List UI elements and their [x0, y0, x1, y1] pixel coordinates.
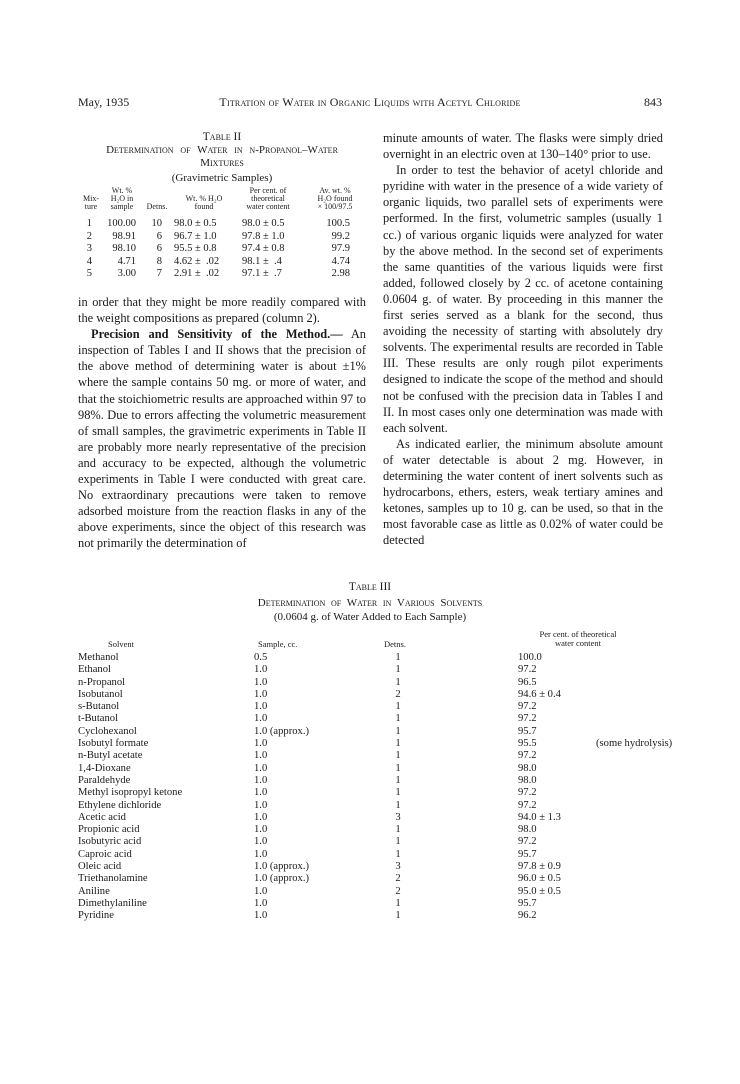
cell-sample: 1.0	[254, 738, 268, 750]
cell-percent: 97.4 ± 0.8	[242, 243, 285, 254]
cell-wt-percent: 100.00	[107, 218, 136, 229]
cell-sample: 1.0	[254, 664, 268, 676]
cell-solvent: Methyl isopropyl ketone	[78, 787, 183, 799]
paragraph-flasks: minute amounts of water. The flasks were simply dried overnight in an electric oven at 130–140° prior to use.	[383, 131, 663, 162]
cell-detns: 2	[395, 873, 401, 885]
table-row	[78, 652, 678, 664]
table-row	[78, 664, 678, 676]
cell-sample: 1.0	[254, 824, 268, 836]
paragraph-continuation: in order that they might be more readily compared with the weight compositions as prepared (column 2).	[78, 295, 366, 326]
col-wt-header-line: H₂O in	[110, 194, 134, 203]
cell-sample: 1.0	[254, 701, 268, 713]
cell-percent: 95.7	[518, 897, 537, 909]
cell-sample: 0.5	[254, 652, 268, 663]
cell-solvent: Oleic acid	[78, 861, 122, 873]
cell-percent: 98.1 ± .4	[242, 255, 282, 267]
cell-detns: 1	[395, 910, 401, 922]
cell-detns: 8	[156, 255, 162, 267]
cell-detns: 10	[151, 218, 162, 229]
cell-found: 95.5 ± 0.8	[174, 243, 217, 254]
table-row	[78, 713, 678, 725]
cell-percent: 97.2	[518, 750, 537, 762]
cell-detns: 2	[395, 688, 401, 700]
cell-percent: 96.5	[518, 676, 537, 688]
cell-av-wt: 100.5	[326, 218, 350, 229]
cell-solvent: n-Propanol	[78, 676, 126, 688]
table-row	[78, 787, 678, 799]
cell-solvent: Propionic acid	[78, 824, 140, 836]
cell-percent: 95.7	[518, 725, 537, 737]
table-row	[78, 268, 366, 281]
table-row	[78, 812, 678, 824]
cell-detns: 1	[395, 824, 401, 836]
col-avwt-header-line: × 100/97.5	[317, 202, 353, 211]
cell-solvent: Paraldehyde	[78, 774, 131, 786]
table-2	[78, 130, 366, 281]
table-row	[78, 898, 678, 910]
paragraph-precision-body: An inspection of Tables I and II shows that the precision of the above method of determining water is about ±1% where the sample contains 50 mg. or more of water, and that the stoichiometric results are approached within 97 to 98%. Due to errors affecting the volumetric measurement of small samples, the gravimetric experiments in Table II are probably more nearly representative of the precision and accuracy to be expected, although the volumetric experiments in Table I were conducted with great care. No extraordinary precautions were taken to remove adsorbed moisture from the reaction flasks in any of the above experiments, since the object of this research was not primarily the determination of	[78, 327, 366, 551]
table-row	[78, 763, 678, 775]
table-row	[78, 701, 678, 713]
paragraph-minimum-water: As indicated earlier, the minimum absolute amount of water detectable is about 2 mg. However, in determining the water content of inert solvents such as hydrocarbons, ethers, esters, weak tertiary amines and ketones, samples up to 10 g. can be used, so that in the most favorable case as little as 0.02% of water could be detected	[383, 436, 663, 548]
cell-percent: 95.7	[518, 848, 537, 860]
paragraph-experiments: In order to test the behavior of acetyl chloride and pyridine with water in the presence of a wide variety of organic liquids, two parallel sets of experiments were performed. In the first, volumetric samples (usually 1 cc.) of various organic liquids were analyzed for water by the above method. In the second set of experiments the same quantities of the various liquids were first added, followed closely by 2 cc. of acetone containing 0.0604 g. of water. By proceeding in this manner the first series served as a blank for the second, thus avoiding the necessity of starting with absolutely dry solvents. The experimental results are recorded in Table III. These results are only rough pilot experiments designed to indicate the scope of the method and should not be confused with the precision data in Tables I and II. In most cases only one determination was made with each solvent.	[383, 163, 663, 435]
col-wt-header-line: Wt. %	[111, 186, 133, 195]
cell-percent: 97.2	[518, 799, 537, 811]
cell-sample: 1.0	[254, 713, 268, 725]
cell-sample: 1.0 (approx.)	[254, 725, 310, 737]
cell-percent: 95.5	[518, 738, 537, 750]
cell-wt-percent: 3.00	[117, 268, 136, 279]
col-percent-header-line: water content	[554, 638, 602, 648]
col-detns-header: Detns.	[146, 202, 168, 211]
table-3-label: Table III	[348, 581, 392, 593]
cell-percent: 97.2	[518, 713, 537, 725]
cell-sample: 1.0	[254, 910, 268, 922]
cell-sample: 1.0	[254, 774, 268, 786]
table-row	[78, 750, 678, 762]
cell-detns: 6	[156, 230, 162, 242]
cell-solvent: Methanol	[78, 652, 119, 663]
table-row	[78, 861, 678, 873]
cell-sample: 1.0	[254, 762, 268, 774]
cell-detns: 1	[395, 676, 401, 688]
cell-percent: 97.2	[518, 664, 537, 676]
cell-percent: 96.0 ± 0.5	[518, 873, 561, 885]
cell-solvent: Cyclohexanol	[78, 725, 137, 737]
cell-percent: 97.1 ± .7	[242, 268, 282, 279]
cell-percent: 94.6 ± 0.4	[518, 688, 561, 700]
col-avwt-header-line: Av. wt. %	[319, 186, 351, 195]
cell-percent: 96.2	[518, 910, 537, 922]
cell-detns: 2	[395, 885, 401, 897]
table-row	[78, 873, 678, 885]
running-header	[78, 95, 662, 111]
cell-wt-percent: 4.71	[117, 255, 136, 267]
cell-found: 4.62 ± .02	[174, 255, 220, 267]
cell-detns: 6	[156, 243, 162, 254]
table-row	[78, 689, 678, 701]
col-percent-header-line: Per cent. of	[249, 186, 287, 195]
table-row	[78, 726, 678, 738]
cell-av-wt: 99.2	[331, 230, 350, 242]
table-row	[78, 849, 678, 861]
table-row	[78, 910, 678, 922]
cell-detns: 1	[395, 750, 401, 762]
cell-percent: 98.0	[518, 824, 537, 836]
col-wt-header-line: sample	[110, 202, 134, 211]
cell-percent: 97.8 ± 0.9	[518, 861, 561, 873]
cell-solvent: Ethanol	[78, 664, 111, 676]
cell-solvent: Pyridine	[78, 910, 114, 922]
cell-percent: 94.0 ± 1.3	[518, 811, 561, 823]
cell-wt-percent: 98.10	[112, 243, 136, 254]
cell-solvent: 1,4-Dioxane	[78, 762, 131, 774]
table-row	[78, 243, 366, 256]
cell-found: 98.0 ± 0.5	[174, 218, 217, 229]
cell-detns: 1	[395, 652, 401, 663]
col-found-header	[176, 195, 232, 211]
cell-detns: 1	[395, 787, 401, 799]
cell-detns: 1	[395, 848, 401, 860]
cell-mixture: 1	[86, 218, 92, 229]
col-detns-header: Detns.	[384, 639, 406, 649]
table-2-body	[78, 218, 366, 281]
cell-percent: 98.0	[518, 774, 537, 786]
table-2-header	[78, 185, 366, 218]
cell-av-wt: 2.98	[331, 268, 350, 279]
cell-solvent: Isobutyric acid	[78, 836, 142, 848]
col-percent-header	[236, 187, 300, 211]
cell-sample: 1.0	[254, 799, 268, 811]
cell-mixture: 4	[86, 255, 92, 267]
cell-detns: 7	[156, 268, 162, 279]
col-avwt-header	[304, 187, 366, 211]
col-found-header-line: Wt. % H₂O	[185, 194, 223, 203]
table-2-label: Table II	[202, 131, 242, 143]
col-mixture-header	[78, 195, 104, 211]
cell-sample: 1.0	[254, 885, 268, 897]
cell-solvent: Aniline	[78, 885, 110, 897]
right-column-text	[383, 130, 663, 548]
cell-solvent: t-Butanol	[78, 713, 119, 725]
table-row	[78, 836, 678, 848]
section-heading-precision: Precision and Sensitivity of the Method.—	[91, 327, 343, 342]
cell-solvent: n-Butyl acetate	[78, 750, 143, 762]
cell-detns: 1	[395, 762, 401, 774]
col-found-header-line: found	[194, 202, 214, 211]
cell-sample: 1.0	[254, 836, 268, 848]
left-column-text	[78, 294, 366, 552]
cell-av-wt: 97.9	[331, 243, 350, 254]
table-row	[78, 824, 678, 836]
cell-detns: 1	[395, 725, 401, 737]
table-row	[78, 677, 678, 689]
table-row	[78, 256, 366, 269]
cell-detns: 1	[395, 664, 401, 676]
cell-percent: 98.0 ± 0.5	[242, 218, 285, 229]
col-avwt-header-line: H₂O found	[317, 194, 353, 203]
cell-detns: 1	[395, 738, 401, 750]
cell-mixture: 5	[86, 268, 92, 279]
cell-solvent: Ethylene dichloride	[78, 799, 162, 811]
cell-solvent: Triethanolamine	[78, 873, 148, 885]
table-3-title: Determination of Water in Various Solvents	[257, 597, 483, 609]
cell-percent: 95.0 ± 0.5	[518, 885, 561, 897]
cell-sample: 1.0	[254, 676, 268, 688]
cell-detns: 1	[395, 799, 401, 811]
table-row	[78, 800, 678, 812]
cell-detns: 3	[395, 861, 401, 873]
table-row	[78, 886, 678, 898]
cell-detns: 1	[395, 701, 401, 713]
table-row	[78, 775, 678, 787]
cell-sample: 1.0 (approx.)	[254, 873, 310, 885]
col-mixture-header-line: ture	[84, 202, 98, 211]
cell-detns: 3	[395, 811, 401, 823]
cell-detns: 1	[395, 713, 401, 725]
col-percent-header-line: theoretical	[251, 194, 285, 203]
paragraph-precision	[78, 326, 366, 551]
cell-solvent: Isobutyl formate	[78, 738, 149, 750]
col-percent-header-line: water content	[246, 202, 290, 211]
table-row	[78, 218, 366, 231]
table-2-title-line2: Mixtures	[200, 157, 244, 169]
cell-percent: 97.2	[518, 701, 537, 713]
cell-sample: 1.0	[254, 811, 268, 823]
cell-mixture: 2	[86, 230, 92, 242]
cell-percent: 97.8 ± 1.0	[242, 230, 285, 242]
cell-sample: 1.0	[254, 848, 268, 860]
cell-solvent: s-Butanol	[78, 701, 120, 713]
table-2-title-line1: Determination of Water in n-Propanol–Water	[106, 144, 338, 156]
table-3-subtitle: (0.0604 g. of Water Added to Each Sample)	[273, 611, 467, 623]
cell-sample: 1.0 (approx.)	[254, 861, 310, 873]
cell-found: 96.7 ± 1.0	[174, 230, 217, 242]
cell-solvent: Dimethylaniline	[78, 897, 147, 909]
cell-sample: 1.0	[254, 897, 268, 909]
cell-found: 2.91 ± .02	[174, 268, 220, 279]
col-wt-header	[102, 187, 142, 211]
col-percent-header	[518, 630, 638, 648]
table-2-subtitle: (Gravimetric Samples)	[171, 172, 273, 184]
cell-av-wt: 4.74	[331, 255, 350, 267]
col-sample-header: Sample, cc.	[258, 639, 298, 649]
cell-percent: 98.0	[518, 762, 537, 774]
cell-percent: 97.2	[518, 836, 537, 848]
page-number: 843	[644, 95, 662, 109]
cell-mixture: 3	[86, 243, 92, 254]
cell-solvent: Isobutanol	[78, 688, 123, 700]
cell-sample: 1.0	[254, 688, 268, 700]
col-solvent-header: Solvent	[108, 639, 134, 649]
cell-sample: 1.0	[254, 787, 268, 799]
header-title: Titration of Water in Organic Liquids with Acetyl Chloride	[219, 95, 521, 109]
cell-solvent: Caproic acid	[78, 848, 132, 860]
cell-detns: 1	[395, 774, 401, 786]
cell-detns: 1	[395, 897, 401, 909]
cell-solvent: Acetic acid	[78, 811, 126, 823]
cell-sample: 1.0	[254, 750, 268, 762]
table-row	[78, 231, 366, 244]
table-3-body	[78, 652, 678, 923]
cell-wt-percent: 98.91	[112, 230, 136, 242]
col-percent-header-line: Per cent. of theoretical	[539, 629, 617, 639]
table-3-header	[78, 630, 678, 652]
cell-percent: 97.2	[518, 787, 537, 799]
cell-percent: 100.0	[518, 652, 542, 663]
header-date: May, 1935	[78, 95, 130, 109]
table-row	[78, 738, 678, 750]
cell-note: (some hydrolysis)	[596, 738, 673, 750]
col-mixture-header-line: Mix-	[83, 194, 99, 203]
cell-detns: 1	[395, 836, 401, 848]
